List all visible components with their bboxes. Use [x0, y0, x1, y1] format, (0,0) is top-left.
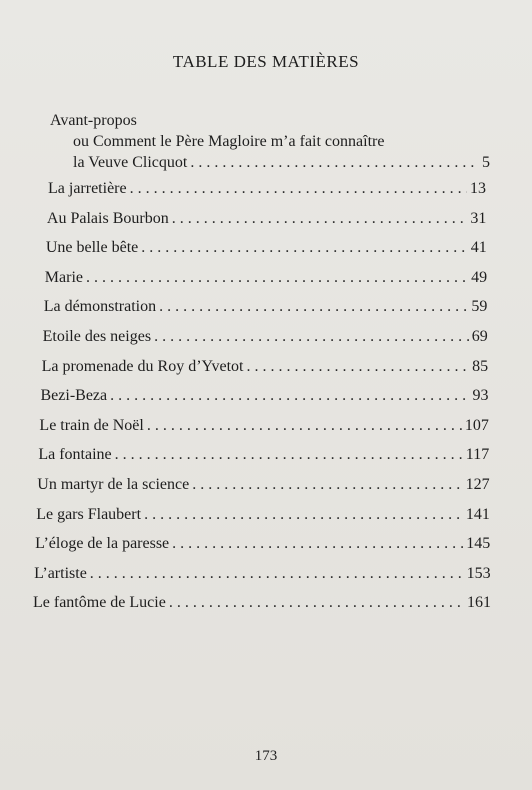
toc-entry-page: 145	[466, 535, 491, 553]
toc-entry-title: L’éloge de la paresse	[35, 535, 170, 553]
toc-entry	[34, 565, 491, 587]
toc-entry-title: Au Palais Bourbon	[46, 209, 169, 227]
toc-entry-page: 153	[466, 564, 491, 582]
toc-entry-title: Bezi-Beza	[40, 387, 108, 405]
dot-leader	[172, 210, 468, 228]
toc-entry-page: 127	[465, 476, 490, 493]
dot-leader	[110, 387, 469, 405]
toc-entry-title: Une belle bête	[45, 239, 139, 257]
toc-entry	[42, 358, 489, 380]
toc-entry-page: 31	[470, 209, 487, 227]
toc-entry	[41, 387, 489, 409]
toc-entry-page: 85	[472, 357, 489, 375]
dot-leader	[115, 446, 463, 464]
dot-leader	[147, 417, 462, 435]
toc-entry-page: 107	[464, 416, 489, 434]
toc-entry	[39, 417, 488, 439]
dot-leader	[154, 328, 469, 346]
intro-line-1: Avant-propos	[50, 112, 137, 129]
toc-entry-title: L’artiste	[34, 564, 87, 582]
toc-entry-page: 141	[465, 505, 490, 523]
intro-page-number: 5	[482, 154, 490, 171]
toc-entry-title: Etoile des neiges	[42, 328, 152, 345]
toc-entry	[43, 328, 488, 350]
dot-leader	[172, 535, 463, 553]
dot-leader	[169, 594, 464, 612]
page-number: 173	[254, 748, 278, 764]
page-title: TABLE DES MATIÈRES	[172, 52, 360, 71]
toc-entry-title: La démonstration	[43, 298, 157, 316]
toc-entry	[35, 535, 490, 557]
toc-entry	[36, 506, 490, 528]
toc-entry	[45, 269, 487, 291]
toc-entry-title: Le fantôme de Lucie	[33, 594, 166, 612]
intro-line-2: ou Comment le Père Magloire m’a fait connaître	[73, 133, 385, 150]
toc-entry-title: Un martyr de la science	[37, 476, 190, 493]
toc-entry	[47, 210, 486, 232]
dot-leader	[141, 239, 467, 257]
toc-entry-title: La promenade du Roy d’Yvetot	[41, 357, 244, 375]
toc-entry-title: Marie	[44, 268, 83, 286]
toc-entry-title: Le gars Flaubert	[36, 505, 142, 523]
toc-entry	[46, 239, 487, 261]
dot-leader	[86, 269, 468, 287]
dot-leader	[130, 180, 467, 198]
toc-entry	[33, 594, 491, 616]
toc-entry-title: Le train de Noël	[39, 416, 144, 434]
toc-entry-page: 93	[472, 387, 489, 405]
dot-leader	[144, 506, 463, 524]
toc-entry-title: La jarretière	[48, 180, 127, 197]
toc-entry-page: 13	[470, 180, 486, 197]
dot-leader	[246, 358, 469, 376]
toc-entry-page: 161	[467, 594, 491, 612]
toc-entry-page: 69	[471, 328, 488, 345]
dot-leader	[159, 298, 468, 316]
toc-entry-page: 49	[471, 268, 488, 286]
dot-leader	[192, 476, 462, 494]
toc-entry	[48, 180, 486, 202]
toc-entry	[44, 298, 488, 320]
intro-line-3-label: la Veuve Clicquot	[73, 154, 188, 171]
dot-leader	[90, 565, 464, 583]
toc-entry-page: 41	[470, 239, 487, 257]
toc-entry-title: La fontaine	[38, 446, 112, 464]
toc-entry-page: 117	[465, 446, 490, 464]
toc-entry	[38, 446, 489, 468]
toc-entry-page: 59	[471, 298, 488, 316]
toc-entry	[37, 476, 489, 498]
